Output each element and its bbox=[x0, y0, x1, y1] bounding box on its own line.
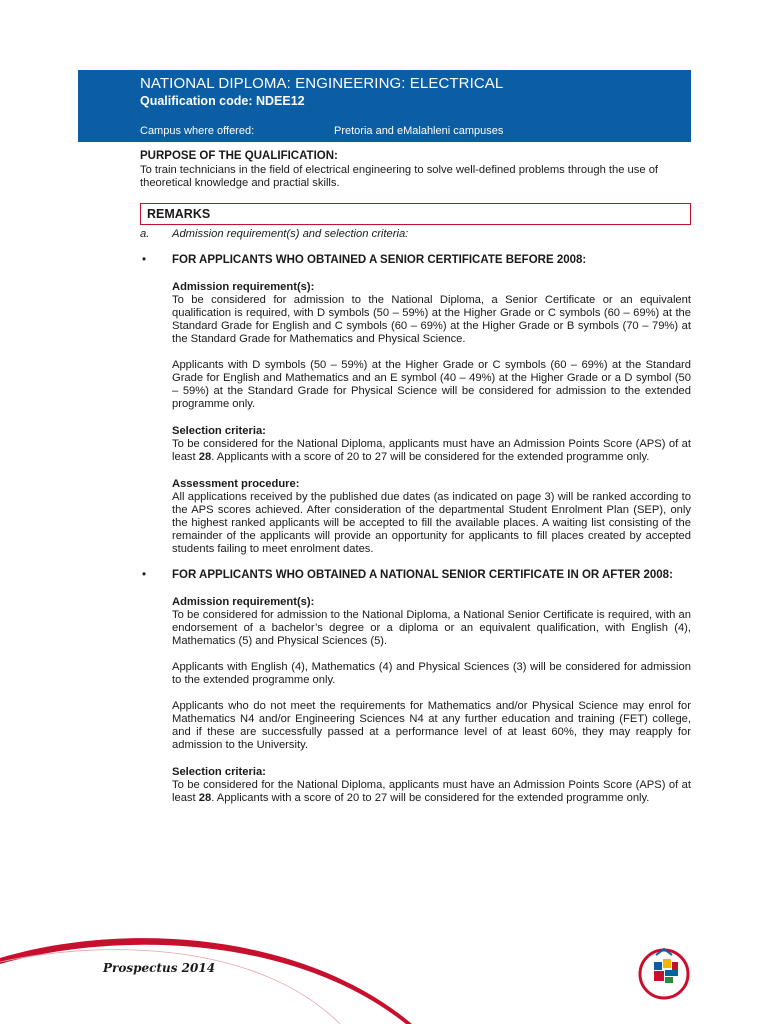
aps-score: 28 bbox=[198, 792, 212, 804]
qualification-header bbox=[78, 70, 691, 142]
admission-heading: Admission requirement(s): bbox=[172, 281, 315, 293]
admission-heading: Admission requirement(s): bbox=[172, 596, 315, 608]
admission-paragraph: Applicants with D symbols (50 – 59%) at the Higher Grade or C symbols (60 – 69%) at the Standard Grade for English and Mathematics and an E symbol (40 – 49%) at the Higher Grade or a D symbol (50 – 59%) at the Standard Grade for Physical Science will be considered for admission to the extended programme only. bbox=[172, 359, 691, 410]
campus-value: Pretoria and eMalahleni campuses bbox=[334, 125, 504, 137]
section-senior-certificate bbox=[140, 281, 691, 556]
aps-score: 28 bbox=[198, 451, 212, 463]
footer-label: Prospectus 2014 bbox=[103, 961, 216, 975]
purpose-heading: PURPOSE OF THE QUALIFICATION: bbox=[140, 150, 338, 162]
university-crest-icon bbox=[636, 944, 692, 1000]
campus-label: Campus where offered: bbox=[140, 125, 255, 137]
admission-paragraph: Applicants with English (4), Mathematics (4) and Physical Sciences (3) will be considered for admission to the extended programme only. bbox=[172, 661, 691, 686]
section-national-senior-certificate bbox=[140, 596, 691, 805]
section-heading-text: FOR APPLICANTS WHO OBTAINED A SENIOR CERTIFICATE BEFORE 2008: bbox=[172, 254, 587, 266]
remarks-item-a bbox=[140, 228, 691, 241]
selection-heading: Selection criteria: bbox=[172, 425, 266, 437]
bullet-icon: • bbox=[142, 254, 147, 266]
document-body bbox=[140, 150, 691, 805]
admission-paragraph: To be considered for admission to the National Diploma, a Senior Certificate or an equivalent qualification is required, with D symbols (50 – 59%) at the Higher Grade or C symbols (60 – 69%) at the Standard Grade for English and C symbols (60 – 69%) at the Higher Grade or B symbols (70 – 79%) at the Standard Grade for Mathematics and Physical Science. bbox=[172, 294, 691, 345]
qualification-code: Qualification code: NDEE12 bbox=[140, 94, 305, 108]
section-heading-text: FOR APPLICANTS WHO OBTAINED A NATIONAL SENIOR CERTIFICATE IN OR AFTER 2008: bbox=[172, 569, 673, 581]
qualification-title: NATIONAL DIPLOMA: ENGINEERING: ELECTRICAL bbox=[140, 75, 504, 92]
selection-paragraph: To be considered for the National Diploma, applicants must have an Admission Points Score (APS) of at least 28. Applicants with a score of 20 to 27 will be considered for the extended programme only. bbox=[172, 779, 691, 804]
section-heading-national-senior-certificate bbox=[140, 569, 691, 582]
selection-paragraph: To be considered for the National Diploma, applicants must have an Admission Points Score (APS) of at least 28. Applicants with a score of 20 to 27 will be considered for the extended programme only. bbox=[172, 438, 691, 463]
assessment-heading: Assessment procedure: bbox=[172, 478, 300, 490]
selection-heading: Selection criteria: bbox=[172, 766, 266, 778]
assessment-paragraph: All applications received by the published due dates (as indicated on page 3) will be ranked according to the APS scores achieved. After consideration of the departmental Student Enrolment Plan (SEP), only the highest ranked applicants will be accepted to fill the available places. A waiting list consisting of the remainder of the applicants will provide an opportunity for applicants to fill places created by accepted students failing to meet enrolment dates. bbox=[172, 491, 691, 555]
admission-paragraph: Applicants who do not meet the requirements for Mathematics and/or Physical Science may enrol for Mathematics N4 and/or Engineering Sciences N4 at any further education and training (FET) college, and if these are successfully passed at a performance level of at least 60%, they may reapply for admission to the University. bbox=[172, 700, 691, 751]
bullet-icon: • bbox=[142, 569, 147, 581]
item-text: Admission requirement(s) and selection criteria: bbox=[172, 228, 409, 240]
section-heading-senior-certificate bbox=[140, 254, 691, 267]
item-marker: a. bbox=[140, 228, 150, 240]
remarks-heading: REMARKS bbox=[140, 203, 691, 225]
purpose-text: To train technicians in the field of electrical engineering to solve well-defined problems through the use of theoretical knowledge and practial skills. bbox=[140, 164, 659, 189]
admission-paragraph: To be considered for admission to the National Diploma, a National Senior Certificate is required, with an endorsement of a bachelor’s degree or a diploma or an equivalent qualification, with English (4), Mathematics (5) and Physical Sciences (5). bbox=[172, 609, 691, 647]
